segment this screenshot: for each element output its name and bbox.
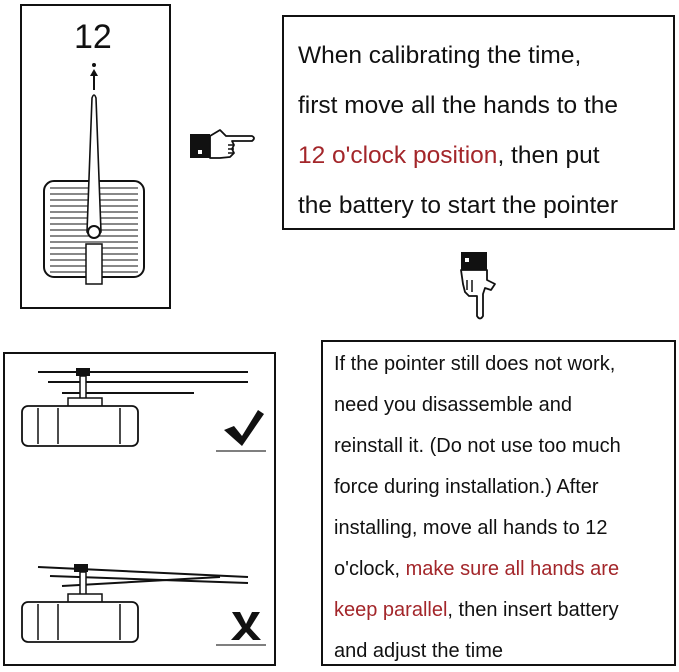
parallel-highlight-1: make sure all hands are	[405, 558, 620, 580]
correct-movement-illustration	[22, 368, 248, 446]
reinstall-line-6	[334, 549, 621, 590]
x-mark-icon	[231, 612, 261, 640]
reinstall-note-text	[334, 344, 621, 672]
reinstall-line-7-rest: , then insert battery	[447, 599, 619, 621]
calibration-line-2: first move all the hands to the	[298, 92, 619, 119]
reinstall-line-8: and adjust the time	[334, 640, 503, 662]
reinstall-line-2: need you disassemble and	[334, 394, 572, 416]
calibration-line-3-rest: , then put	[497, 142, 600, 169]
twelve-label: 12	[74, 18, 112, 56]
reinstall-line-6-start: o'clock,	[334, 558, 406, 580]
reinstall-line-4: force during installation.) After	[334, 476, 599, 498]
parallel-highlight-2: keep parallel	[334, 599, 448, 621]
reinstall-note-box	[321, 340, 676, 666]
reinstall-line-7	[334, 590, 621, 631]
reinstall-line-5: installing, move all hands to 12	[334, 517, 608, 539]
twelve-oclock-highlight: 12 o'clock position	[298, 142, 498, 169]
reinstall-line-1: If the pointer still does not work,	[334, 353, 616, 375]
calibration-line-1: When calibrating the time,	[298, 42, 582, 69]
calibration-line-4: the battery to start the pointer	[298, 192, 619, 219]
reinstall-line-3: reinstall it. (Do not use too much	[334, 435, 621, 457]
wrong-movement-illustration	[22, 564, 248, 642]
checkmark-icon	[224, 410, 264, 446]
